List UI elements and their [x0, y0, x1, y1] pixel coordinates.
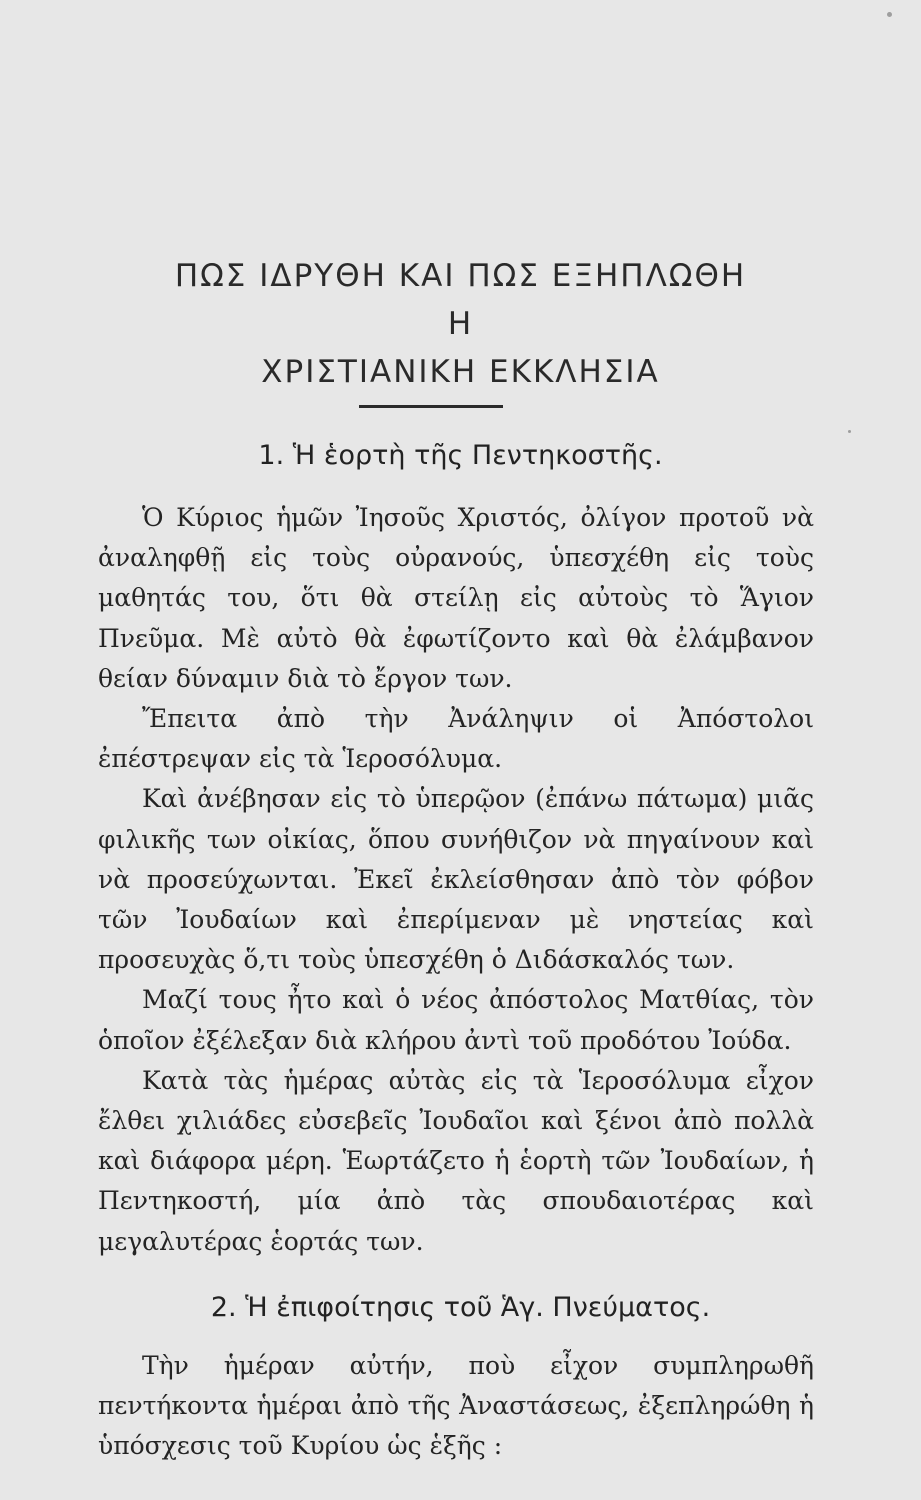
paragraph: Καὶ ἀνέβησαν εἰς τὸ ὑπερῷον (ἐπάνω πάτωμα) μιᾶς φιλικῆς των οἰκίας, ὅπου συνήθιζον νὰ πηγαίνουν καὶ νὰ προσεύχωνται. Ἐκεῖ ἐκλείσθησαν ἀπὸ τὸν φόβον τῶν Ἰουδαίων καὶ ἐπερίμεναν μὲ νηστείας καὶ προσευχὰς ὅ,τι τοὺς ὑπεσχέθη ὁ Διδάσκαλός των. [98, 784, 814, 975]
paragraph: Τὴν ἡμέραν αὐτήν, ποὺ εἶχον συμπληρωθῆ πεντήκοντα ἡμέραι ἀπὸ τῆς Ἀναστάσεως, ἐξεπληρώθη ἡ ὑπόσχεσις τοῦ Κυρίου ὡς ἑξῆς : [98, 1351, 814, 1461]
paragraph: Ὁ Κύριος ἡμῶν Ἰησοῦς Χριστός, ὀλίγον προτοῦ νὰ ἀναληφθῇ εἰς τοὺς οὐρανούς, ὑπεσχέθη εἰς τοὺς μαθητάς του, ὅτι θὰ στείλῃ εἰς αὐτοὺς τὸ Ἅγιον Πνεῦμα. Μὲ αὐτὸ θὰ ἐφωτίζοντο καὶ θὰ ἐλάμβανον θείαν δύναμιν διὰ τὸ ἔργον των. [98, 503, 814, 693]
title-line-1: ΠΩΣ ΙΔΡΥΘΗ ΚΑΙ ΠΩΣ ΕΞΗΠΛΩΘΗ [174, 258, 747, 294]
section-2-heading: 2. Ἡ ἐπιφοίτησις τοῦ Ἁγ. Πνεύματος. [210, 1292, 711, 1323]
paragraph: Ἔπειτα ἀπὸ τὴν Ἀνάληψιν οἱ Ἀπόστολοι ἐπέστρεψαν εἰς τὰ Ἱεροσόλυμα. [98, 704, 814, 774]
section-2-body [98, 1346, 814, 1467]
print-speck [848, 430, 851, 433]
chapter-title [0, 252, 921, 396]
title-divider [359, 405, 503, 408]
title-line-3: ΧΡΙΣΤΙΑΝΙΚΗ ΕΚΚΛΗΣΙΑ [261, 354, 660, 390]
paragraph: Κατὰ τὰς ἡμέρας αὐτὰς εἰς τὰ Ἱεροσόλυμα εἶχον ἔλθει χιλιάδες εὐσεβεῖς Ἰουδαῖοι καὶ ξένοι ἀπὸ πολλὰ καὶ διάφορα μέρη. Ἑωρτάζετο ἡ ἑορτὴ τῶν Ἰουδαίων, ἡ Πεντηκοστή, μία ἀπὸ τὰς σπουδαιοτέρας καὶ μεγαλυτέρας ἑορτάς των. [98, 1065, 814, 1256]
section-1-body [98, 498, 814, 1262]
print-speck [887, 12, 892, 17]
section-1-heading: 1. Ἡ ἑορτὴ τῆς Πεντηκοστῆς. [258, 440, 663, 471]
paragraph: Μαζί τους ἦτο καὶ ὁ νέος ἀπόστολος Ματθίας, τὸν ὁποῖον ἐξέλεξαν διὰ κλήρου ἀντὶ τοῦ προδότου Ἰούδα. [98, 985, 814, 1055]
title-line-2: Η [447, 306, 474, 342]
